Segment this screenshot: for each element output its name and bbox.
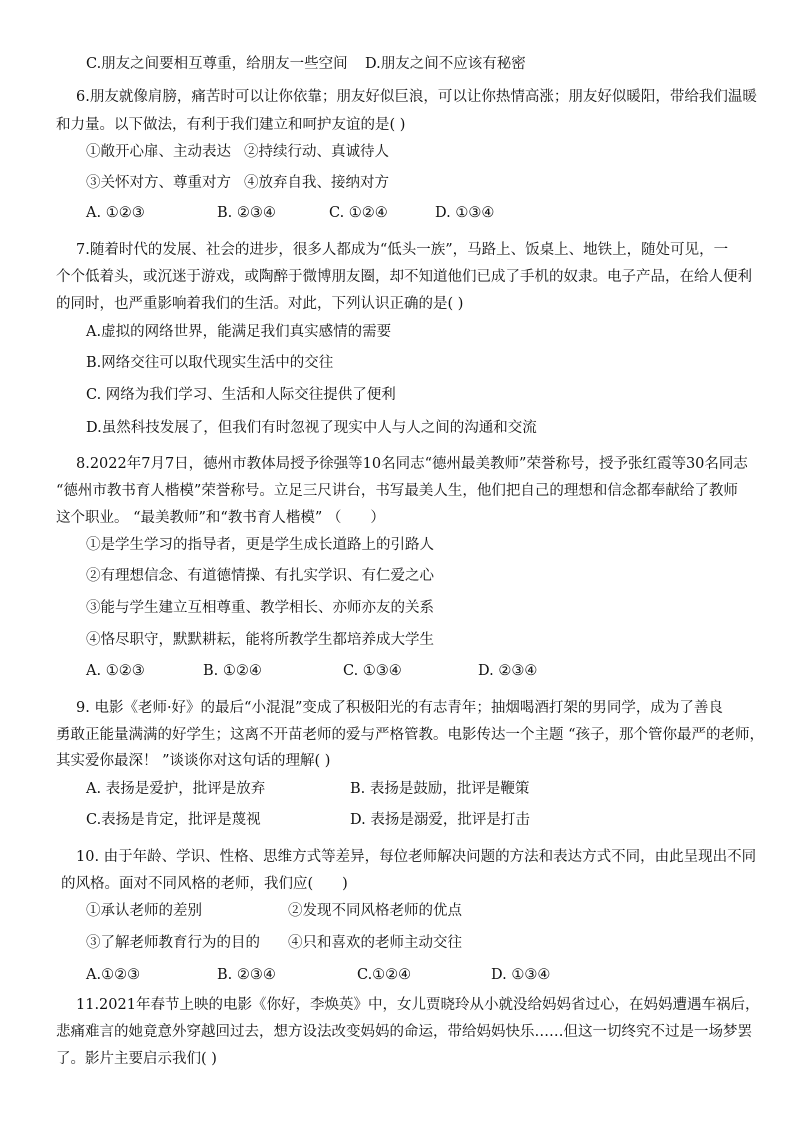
q10-option-d: D. ①③④ xyxy=(491,967,551,983)
q7-option-a: A.虚拟的网络世界，能满足我们真实感情的需要 xyxy=(86,324,392,340)
q7-option-d: D.虽然科技发展了，但我们有时忽视了现实中人与人之间的沟通和交流 xyxy=(86,420,537,436)
q8-option-b: B. ①②④ xyxy=(203,663,262,679)
q10-item-2: ②发现不同风格老师的优点 xyxy=(288,903,462,919)
q8-option-d: D. ②③④ xyxy=(478,663,538,679)
q10-option-a: A.①②③ xyxy=(86,967,141,983)
q6-option-c: C. ①②④ xyxy=(329,205,388,221)
q6-option-b: B. ②③④ xyxy=(217,205,276,221)
q11-stem-line-3: 了。影片主要启示我们( ) xyxy=(56,1051,217,1067)
q7-option-c: C. 网络为我们学习、生活和人际交往提供了便利 xyxy=(86,387,396,403)
q10-stem-line-2: 的风格。面对不同风格的老师，我们应( ) xyxy=(61,876,348,892)
q5-option-d: D.朋友之间不应该有秘密 xyxy=(365,56,526,72)
q10-option-c: C.①②④ xyxy=(357,967,412,983)
q11-stem-line-2: 悲痛难言的她竟意外穿越回过去，想方设法改变妈妈的命运，带给妈妈快乐……但这一切终究不过是一场梦罢 xyxy=(56,1024,752,1040)
q7-option-b: B.网络交往可以取代现实生活中的交往 xyxy=(86,355,334,371)
q9-stem-line-2: 勇敢正能量满满的好学生；这离不开苗老师的爱与严格管教。电影传达一个主题 “孩子，那个管你最严的老师， xyxy=(56,727,765,743)
q8-stem-line-2: “德州市教书育人楷模”荣誉称号。立足三尺讲台，书写最美人生，他们把自己的理想和信念都奉献给了教师 xyxy=(56,483,738,499)
q8-item-1: ①是学生学习的指导者，更是学生成长道路上的引路人 xyxy=(86,537,434,553)
q10-option-b: B. ②③④ xyxy=(217,967,276,983)
q8-item-4: ④恪尽职守，默默耕耘，能将所教学生都培养成大学生 xyxy=(86,632,434,648)
q6-stem-line-1: 6.朋友就像肩膀，痛苦时可以让你依靠；朋友好似巨浪，可以让你热情高涨；朋友好似暖阳，带给我们温暖 xyxy=(76,89,757,105)
q10-item-1: ①承认老师的差别 xyxy=(86,903,202,919)
q8-stem-line-3: 这个职业。 “最美教师”和“教书育人楷模” （ ） xyxy=(56,510,385,526)
q9-option-b: B. 表扬是鼓励，批评是鞭策 xyxy=(350,781,530,797)
q9-stem-line-3: 其实爱你最深！ ”谈谈你对这句话的理解( ) xyxy=(56,753,331,769)
q5-option-c: C.朋友之间要相互尊重，给朋友一些空间 xyxy=(86,56,348,72)
q9-option-c: C.表扬是肯定，批评是蔑视 xyxy=(86,812,261,828)
q6-item-3: ③关怀对方、尊重对方 xyxy=(86,175,231,191)
q6-item-2: ②持续行动、真诚待人 xyxy=(244,144,389,160)
q6-option-a: A. ①②③ xyxy=(86,205,145,221)
q11-stem-line-1: 11.2021年春节上映的电影《你好，李焕英》中，女儿贾晓玲从小就没给妈妈省过心，在妈妈遭遇车祸后， xyxy=(76,997,760,1013)
q6-item-1: ①敞开心扉、主动表达 xyxy=(86,144,231,160)
q8-item-2: ②有理想信念、有道德情操、有扎实学识、有仁爱之心 xyxy=(86,568,434,584)
q8-option-a: A. ①②③ xyxy=(86,663,145,679)
q6-item-4: ④放弃自我、接纳对方 xyxy=(244,175,389,191)
q8-stem-line-1: 8.2022年7月7日，德州市教体局授予徐强等10名同志“德州最美教师”荣誉称号，授予张红霞等30名同志 xyxy=(76,456,748,472)
q6-stem-line-2: 和力量。以下做法，有利于我们建立和呵护友谊的是( ) xyxy=(56,117,406,133)
q6-option-d: D. ①③④ xyxy=(435,205,495,221)
q10-stem-line-1: 10. 由于年龄、学识、性格、思维方式等差异，每位老师解决问题的方法和表达方式不同，由此呈现出不同 xyxy=(76,849,757,865)
q8-option-c: C. ①③④ xyxy=(343,663,402,679)
q9-stem-line-1: 9. 电影《老师·好》的最后“小混混”变成了积极阳光的有志青年；抽烟喝酒打架的男同学，成为了善良 xyxy=(76,700,723,716)
q7-stem-line-2: 个个低着头，或沉迷于游戏，或陶醉于微博朋友圈，却不知道他们已成了手机的奴隶。电子产品，在给人便利 xyxy=(56,269,752,285)
q9-option-a: A. 表扬是爱护，批评是放弃 xyxy=(86,781,266,797)
q9-option-d: D. 表扬是溺爱，批评是打击 xyxy=(350,812,530,828)
q10-item-4: ④只和喜欢的老师主动交往 xyxy=(288,935,462,951)
q8-item-3: ③能与学生建立互相尊重、教学相长、亦师亦友的关系 xyxy=(86,600,434,616)
q7-stem-line-1: 7.随着时代的发展、社会的进步，很多人都成为“低头一族”，马路上、饭桌上、地铁上，随处可见，一 xyxy=(76,242,729,258)
q10-item-3: ③了解老师教育行为的目的 xyxy=(86,935,260,951)
q7-stem-line-3: 的同时，也严重影响着我们的生活。对此，下列认识正确的是( ) xyxy=(56,296,464,312)
